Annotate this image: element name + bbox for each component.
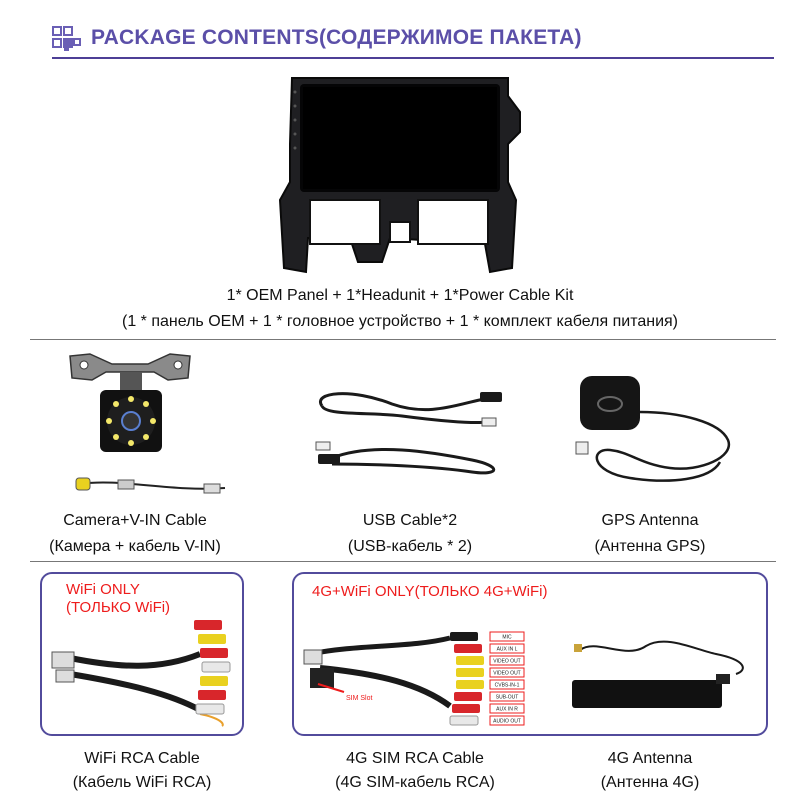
connector-tag: MIC bbox=[502, 634, 512, 641]
gps-caption: GPS Antenna bbox=[601, 512, 699, 529]
main-item-caption-ru: (1 * панель OEM + 1 * головное устройство + 1 * комплект кабеля питания) bbox=[121, 313, 678, 330]
connector-tag: AUX IN L bbox=[496, 646, 518, 653]
camera-caption: Camera+V-IN Cable bbox=[63, 512, 207, 529]
wifi-only-label-ru: (ТОЛЬКО WiFi) bbox=[66, 599, 171, 616]
4g-antenna-caption: 4G Antenna bbox=[607, 750, 693, 767]
wifi-only-label: WiFi ONLY bbox=[66, 581, 140, 598]
4g-wifi-label: 4G+WiFi ONLY(ТОЛЬКО 4G+WiFi) bbox=[312, 583, 548, 600]
4g-antenna-image bbox=[566, 630, 756, 712]
connector-tag: SUB-OUT bbox=[495, 694, 519, 701]
wifi-rca-caption-ru: (Кабель WiFi RCA) bbox=[72, 774, 212, 791]
usb-caption-ru: (USB-кабель * 2) bbox=[347, 538, 473, 555]
section-divider bbox=[30, 339, 776, 340]
wifi-rca-caption: WiFi RCA Cable bbox=[84, 750, 200, 767]
usb-cable-image bbox=[312, 388, 507, 478]
connector-tag: VIDEO OUT bbox=[493, 670, 521, 677]
package-grid-icon bbox=[52, 26, 82, 52]
page-title: PACKAGE CONTENTS(СОДЕРЖИМОЕ ПАКЕТА) bbox=[91, 26, 582, 49]
gps-caption-ru: (Антенна GPS) bbox=[594, 538, 706, 555]
sim-slot-label: SIM Slot bbox=[346, 695, 373, 702]
connector-tag: AUX IN R bbox=[496, 706, 518, 713]
section-divider bbox=[30, 561, 776, 562]
connector-tag: AUDIO OUT bbox=[493, 718, 521, 725]
headunit-panel-image bbox=[270, 72, 530, 280]
connector-tag: CVBS-IN-1 bbox=[494, 682, 520, 689]
page-header bbox=[0, 0, 800, 62]
main-item-caption: 1* OEM Panel + 1*Headunit + 1*Power Cable Kit bbox=[226, 287, 574, 304]
4g-sim-rca-caption: 4G SIM RCA Cable bbox=[346, 750, 484, 767]
camera-image bbox=[60, 350, 235, 500]
4g-sim-rca-caption-ru: (4G SIM-кабель RCA) bbox=[335, 774, 495, 791]
gps-antenna-image bbox=[570, 372, 740, 492]
header-divider bbox=[52, 57, 774, 59]
4g-sim-rca-cable-image bbox=[300, 624, 530, 732]
camera-caption-ru: (Камера + кабель V-IN) bbox=[49, 538, 221, 555]
wifi-rca-cable-image bbox=[50, 614, 240, 726]
4g-antenna-caption-ru: (Антенна 4G) bbox=[600, 774, 700, 791]
usb-caption: USB Cable*2 bbox=[362, 512, 458, 529]
connector-tag: VIDEO OUT bbox=[493, 658, 521, 665]
